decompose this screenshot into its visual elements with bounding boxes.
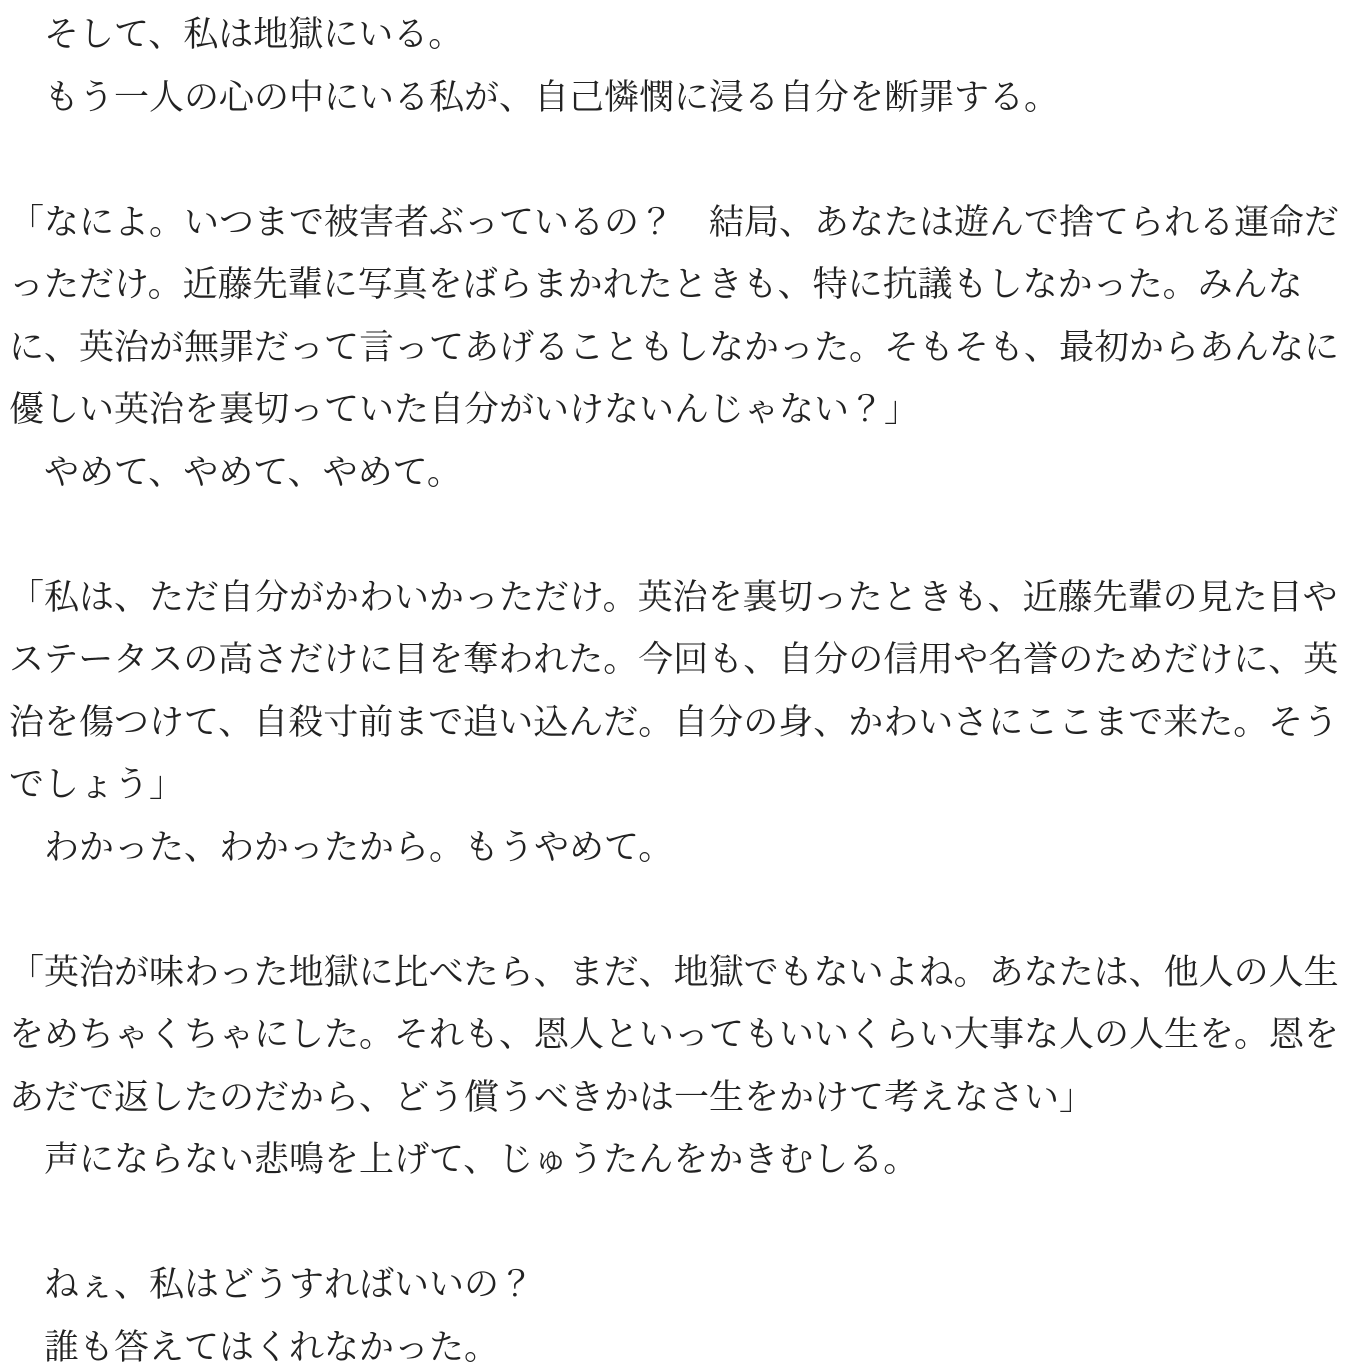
text-line: 「英治が味わった地獄に比べたら、まだ、地獄でもないよね。あなたは、他人の人生 — [9, 952, 1339, 992]
blank-line — [9, 879, 1340, 942]
text-line: っただけ。近藤先輩に写真をばらまかれたときも、特に抗議もしなかった。みんな — [9, 265, 1303, 304]
text-line: ステータスの高さだけに目を奪われた。今回も、自分の信用や名誉のためだけに、英 — [9, 640, 1339, 679]
text-line: もう一人の心の中にいる私が、自己憐憫に浸る自分を断罪する。 — [9, 77, 1060, 117]
text-line: でしょう」 — [9, 765, 185, 804]
text-line: あだで返したのだから、どう償うべきかは一生をかけて考えなさい」 — [9, 1077, 1095, 1117]
text-line: やめて、やめて、やめて。 — [9, 452, 462, 492]
blank-line — [9, 504, 1340, 567]
blank-line — [9, 1192, 1340, 1255]
text-line: に、英治が無罪だって言ってあげることもしなかった。そもそも、最初からあんなに — [9, 327, 1340, 367]
text-line: 誰も答えてはくれなかった。 — [9, 1327, 500, 1367]
text-line: わかった、わかったから。もうやめて。 — [9, 827, 674, 867]
text-line: をめちゃくちゃにした。それも、恩人といってもいいくらい大事な人の人生を。恩を — [9, 1015, 1340, 1054]
text-line: 「なによ。いつまで被害者ぶっているの？ 結局、あなたは遊んで捨てられる運命だ — [9, 202, 1340, 242]
text-line: 声にならない悲鳴を上げて、じゅうたんをかきむしる。 — [9, 1140, 919, 1179]
text-line: 優しい英治を裏切っていた自分がいけないんじゃない？」 — [9, 390, 920, 429]
text-line: そして、私は地獄にいる。 — [9, 15, 464, 54]
blank-line — [9, 129, 1340, 192]
text-line: 「私は、ただ自分がかわいかっただけ。英治を裏切ったときも、近藤先輩の見た目や — [9, 577, 1338, 617]
text-line: 治を傷つけて、自殺寸前まで追い込んだ。自分の身、かわいさにここまで来た。そう — [9, 702, 1339, 742]
text-line: ねぇ、私はどうすればいいの？ — [9, 1265, 535, 1304]
